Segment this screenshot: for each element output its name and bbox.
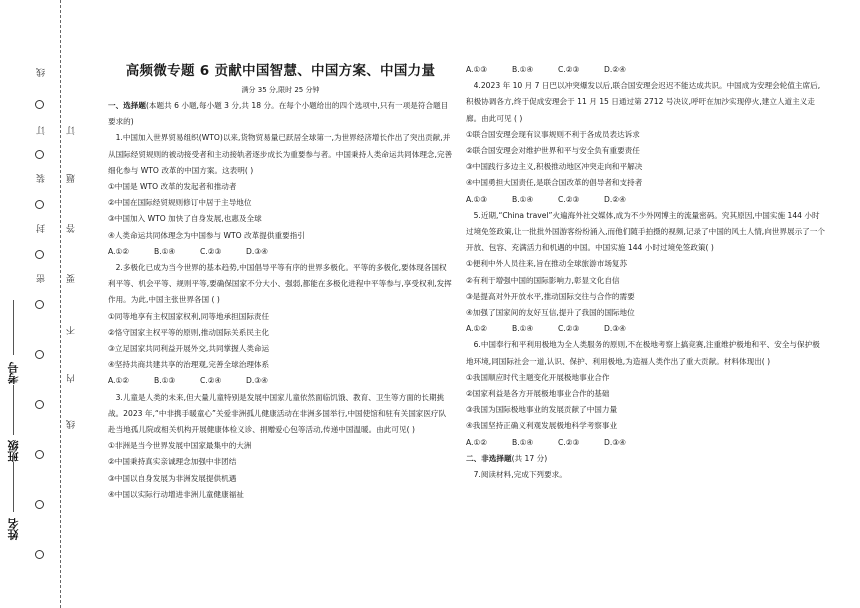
- binding-hole: [35, 150, 44, 159]
- question-2-item: ④坚持共商共建共享的治理观,完善全球治理体系: [108, 360, 270, 370]
- option-a[interactable]: A.①②: [466, 437, 488, 447]
- class-label: 班级: [7, 440, 20, 462]
- exam-number-label: 考号: [7, 362, 20, 384]
- option-a[interactable]: A.①②: [466, 324, 488, 334]
- option-a[interactable]: A.①②: [108, 246, 130, 256]
- binding-hole: [35, 450, 44, 459]
- question-5-item: ②有利于增强中国的国际影响力,彰显文化自信: [466, 275, 620, 285]
- question-5-options: [466, 321, 826, 337]
- question-4-item: ③中国践行多边主义,积极推动地区冲突走向和平解决: [466, 162, 643, 172]
- binding-dashed-line: [60, 0, 61, 608]
- question-5-item: ①便利中外人员往来,旨在推动全球旅游市场复苏: [466, 259, 628, 269]
- option-d[interactable]: D.②④: [604, 65, 626, 74]
- option-c[interactable]: C.②③: [558, 65, 580, 74]
- class-blank[interactable]: [13, 385, 14, 435]
- option-a[interactable]: A.①③: [466, 65, 488, 74]
- question-2: 2.多极化已成为当今世界的基本趋势,中国倡导平等有序的世界多极化。平等的多极化,要体现各国权利平等、机会平等、规则平等,要确保国家不分大小、强弱,都能在多极化进程中平等参与,享受权利,发挥作用。为此,中国主张世界各国 ( ): [108, 263, 452, 305]
- margin-char: 答: [67, 224, 77, 233]
- option-d[interactable]: D.③④: [246, 246, 268, 256]
- question-2-item: ①同等地享有主权国家权利,同等地承担国际责任: [108, 311, 270, 321]
- margin-char: 订: [37, 126, 47, 135]
- question-4-options: [466, 192, 826, 208]
- section-heading: [108, 98, 453, 130]
- left-column: [108, 62, 453, 503]
- question-3-item: ④中国以实际行动增进非洲儿童健康福祉: [108, 489, 244, 499]
- option-b[interactable]: B.①④: [512, 437, 534, 447]
- right-column: [466, 62, 826, 483]
- question-1-item: ①中国是 WTO 改革的发起者和推动者: [108, 182, 237, 192]
- option-c[interactable]: C.②④: [200, 376, 222, 386]
- question-6-options: [466, 435, 826, 451]
- option-b[interactable]: B.①④: [512, 194, 534, 204]
- option-b[interactable]: B.①④: [512, 65, 534, 74]
- paper-title: 高频微专题 6 贡献中国智慧、中国方案、中国力量: [125, 63, 436, 79]
- question-3-item: ②中国秉持真实亲诚理念加强中非团结: [108, 457, 237, 467]
- binding-hole: [35, 400, 44, 409]
- exam-number-blank[interactable]: [13, 300, 14, 355]
- option-d[interactable]: D.③④: [246, 376, 268, 386]
- question-4-item: ④中国勇担大国责任,是联合国改革的倡导者和支持者: [466, 178, 643, 188]
- question-1: 1.中国加入世界贸易组织(WTO)以来,货物贸易量已跃居全球第一,为世界经济增长作出了突出贡献,并从国际经贸规则的被动接受者和主动接轨者逐步成长为重要参与者。中国秉持人类命运共同体理念,完善细化参与 WTO 改革的中国方案。这表明( ): [108, 133, 453, 175]
- section-heading: [466, 451, 826, 467]
- binding-hole: [35, 550, 44, 559]
- question-5: 5.近期,“China travel”火遍海外社交媒体,成为不少外网博主的流量密码。究其原因,中国实施 144 小时过境免签政策,让一批批外国游客纷纷涌入,而他们随手拍摄的视频,记录了中国的风土人情,向世界展示了一个开放、包容、充满活力和机遇的中国。中国实施 144 小时过境免签政策( ): [466, 210, 825, 253]
- binding-hole: [35, 350, 44, 359]
- option-c[interactable]: C.②③: [558, 194, 580, 204]
- question-6: 6.中国奉行和平利用极地为全人类服务的原则,不在极地考察上搞竞赛,注重维护极地和平、安全与保护极地环境,同国际社会一道,认识、保护、利用极地,为造福人类作出了重大贡献。材料体现出( ): [466, 340, 820, 366]
- question-1-item: ④人类命运共同体理念为中国参与 WTO 改革提供重要指引: [108, 230, 305, 240]
- question-1-options: [108, 244, 453, 260]
- question-6-item: ③我国为国际极地事业的发展贡献了中国力量: [466, 405, 618, 415]
- margin-char: 内: [67, 374, 77, 383]
- question-4-item: ②联合国安理会对维护世界和平与安全负有重要责任: [466, 146, 640, 156]
- option-d[interactable]: D.②④: [604, 194, 626, 204]
- margin-char: 订: [67, 126, 77, 135]
- question-2-item: ②恪守国家主权平等的原则,推动国际关系民主化: [108, 327, 270, 337]
- binding-hole: [35, 200, 44, 209]
- section-title: 二、非选择题: [466, 453, 512, 463]
- question-4: 4.2023 年 10 月 7 日巴以冲突爆发以后,联合国安理会迟迟不能达成共识。中国成为安理会轮值主席后,积极协调各方,终于促成安理会于 11 月 15 日通过第 2712 号决议,呼吁在加沙实现停火,建立人道主义走廊。由此可见 ( ): [466, 81, 821, 123]
- question-2-item: ③立足国家共同利益开展外交,共同掌握人类命运: [108, 344, 270, 354]
- binding-margin: [0, 0, 88, 608]
- option-d[interactable]: D.③④: [604, 324, 626, 334]
- question-5-item: ③是提高对外开放水平,推动国际交往与合作的需要: [466, 291, 635, 301]
- question-3: 3.儿童是人类的未来,但大量儿童特别是发展中国家儿童依然面临饥饿、教育、卫生等方面的长期挑战。2023 年,“中非携手暖童心”关爱非洲孤儿健康活动在非洲多国举行,中国使馆和驻有关国家医疗队赴当地孤儿院或相关机构开展健康体检义诊、捐赠爱心包等活动,传递中国温暖。由此可见( ): [108, 392, 447, 435]
- option-c[interactable]: C.②③: [558, 324, 580, 334]
- question-1-item: ③中国加入 WTO 加快了自身发展,也惠及全球: [108, 214, 262, 224]
- margin-char: 不: [67, 326, 77, 335]
- section-title: 一、选择题: [108, 101, 146, 110]
- binding-hole: [35, 100, 44, 109]
- margin-char: 密: [37, 274, 47, 283]
- section-note: (本题共 6 小题,每小题 3 分,共 18 分。在每个小题给出的四个选项中,只有一项是符合题目要求的): [108, 101, 449, 127]
- option-b[interactable]: B.①③: [154, 376, 176, 386]
- question-2-options: [108, 373, 453, 389]
- binding-hole: [35, 300, 44, 309]
- option-d[interactable]: D.③④: [604, 437, 626, 447]
- question-6-item: ④我国坚持正确义利观发展极地科学考察事业: [466, 421, 618, 431]
- option-a[interactable]: A.①③: [466, 194, 488, 204]
- question-1-item: ②中国在国际经贸规则修订中居于主导地位: [108, 198, 252, 208]
- option-b[interactable]: B.①④: [512, 324, 534, 334]
- question-6-item: ②国家利益是各方开展极地事业合作的基础: [466, 389, 610, 399]
- name-blank[interactable]: [13, 462, 14, 512]
- score-time-info: 满分 35 分,限时 25 分钟: [241, 86, 320, 94]
- binding-hole: [35, 250, 44, 259]
- option-b[interactable]: B.①④: [154, 246, 176, 256]
- section-note: (共 17 分): [511, 453, 548, 463]
- question-3-options: [466, 62, 826, 78]
- question-5-item: ④加强了国家间的友好互信,提升了我国的国际地位: [466, 308, 635, 318]
- margin-char: 线: [67, 420, 77, 429]
- binding-hole: [35, 500, 44, 509]
- question-4-item: ①联合国安理会现有议事规则不利于各成员表达诉求: [466, 129, 640, 139]
- name-label: 姓名: [7, 518, 20, 540]
- question-3-item: ①非洲是当今世界发展中国家最集中的大洲: [108, 441, 252, 451]
- margin-char: 线: [37, 68, 47, 77]
- option-a[interactable]: A.①②: [108, 376, 130, 386]
- option-c[interactable]: C.②③: [200, 246, 222, 256]
- option-c[interactable]: C.②③: [558, 437, 580, 447]
- margin-char: 装: [37, 174, 47, 183]
- margin-char: 题: [67, 174, 77, 183]
- question-3-item: ③中国以自身发展为非洲发展提供机遇: [108, 473, 237, 483]
- question-7: 7.阅读材料,完成下列要求。: [473, 470, 567, 480]
- margin-char: 要: [67, 274, 77, 283]
- question-6-item: ①我国顺应时代主题变化开展极地事业合作: [466, 372, 610, 382]
- margin-char: 封: [37, 224, 47, 233]
